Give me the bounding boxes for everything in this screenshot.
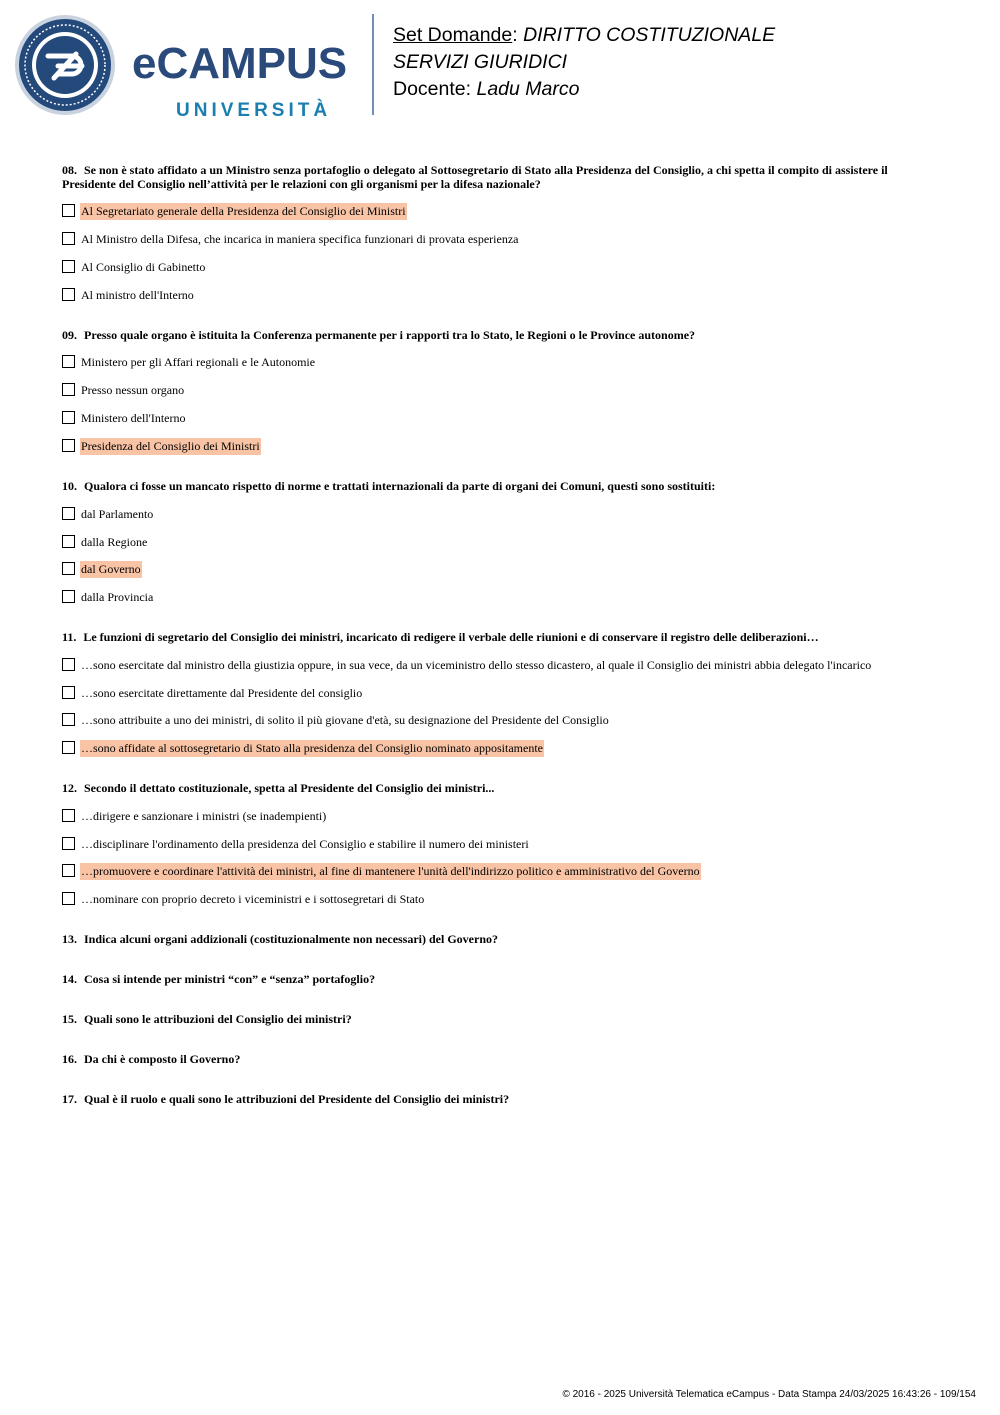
answer-checkbox[interactable]	[62, 562, 75, 575]
open-question-title	[62, 1093, 937, 1107]
answer-label: …dirigere e sanzionare i ministri (se inadempienti)	[81, 809, 327, 823]
page-header	[0, 0, 1000, 130]
answer-label: …nominare con proprio decreto i viceministri e i sottosegretari di Stato	[81, 892, 425, 906]
logo-subtitle: UNIVERSITÀ	[176, 100, 332, 121]
answer-label: Al ministro dell'Interno	[81, 288, 194, 302]
question-title	[62, 631, 937, 645]
course-line	[393, 49, 775, 76]
answer-checkbox[interactable]	[62, 837, 75, 850]
answer-checkbox[interactable]	[62, 864, 75, 877]
teacher-line	[393, 76, 775, 103]
answer-checkbox[interactable]	[62, 260, 75, 273]
question-text: Qual è il ruolo e quali sono le attribuzioni del Presidente del Consiglio dei ministri?	[84, 1092, 510, 1106]
answer-checkbox[interactable]	[62, 355, 75, 368]
question-text: Se non è stato affidato a un Ministro senza portafoglio o delegato al Sottosegretario di Stato alla Presidenza del Consiglio, a chi spetta il compito di assistere il Presidente del Consiglio nell’attività per le relazioni con gli organismi per la difesa nazionale?	[62, 163, 888, 191]
answer-label: …disciplinare l'ordinamento della presidenza del Consiglio e stabilire il numero dei ministeri	[81, 837, 529, 851]
correct-answer-label: …promuovere e coordinare l'attività dei ministri, al fine di mantenere l'unità dell'indirizzo politico e amministrativo del Governo	[81, 864, 700, 878]
subject-title: DIRITTO COSTITUZIONALE	[523, 24, 776, 46]
question-title	[62, 329, 937, 343]
correct-answer-label: dal Governo	[81, 562, 141, 576]
open-question-title	[62, 973, 937, 987]
answer-label: Presso nessun organo	[81, 383, 185, 397]
answer-checkbox[interactable]	[62, 713, 75, 726]
question-number: 09.	[62, 328, 77, 342]
question-number: 12.	[62, 781, 77, 795]
header-info	[393, 22, 775, 103]
question-text: Qualora ci fosse un mancato rispetto di norme e trattati internazionali da parte di organi dei Comuni, questi sono sostituiti:	[84, 479, 716, 493]
correct-answer-label: …sono affidate al sottosegretario di Stato alla presidenza del Consiglio nominato appositamente	[81, 741, 543, 755]
answer-checkbox[interactable]	[62, 809, 75, 822]
question-number: 10.	[62, 479, 77, 493]
question-number: 14.	[62, 972, 77, 986]
question-number: 13.	[62, 932, 77, 946]
question-text: Quali sono le attribuzioni del Consiglio dei ministri?	[84, 1012, 352, 1026]
university-seal-icon	[14, 14, 116, 116]
logo-wordmark: eCAMPUS	[132, 39, 348, 88]
answer-label: dalla Provincia	[81, 590, 154, 604]
correct-answer-label: Presidenza del Consiglio dei Ministri	[81, 439, 260, 453]
answer-label: …sono attribuite a uno dei ministri, di solito il più giovane d'età, su designazione del Presidente del Consiglio	[81, 713, 609, 727]
course-title: SERVIZI GIURIDICI	[393, 51, 568, 73]
question-text: Indica alcuni organi addizionali (costituzionalmente non necessari) del Governo?	[84, 932, 499, 946]
question-number: 16.	[62, 1052, 77, 1066]
open-question-title	[62, 1013, 937, 1027]
answer-checkbox[interactable]	[62, 658, 75, 671]
answer-checkbox[interactable]	[62, 590, 75, 603]
answer-checkbox[interactable]	[62, 204, 75, 217]
question-number: 17.	[62, 1092, 77, 1106]
answer-checkbox[interactable]	[62, 892, 75, 905]
question-text: Da chi è composto il Governo?	[84, 1052, 241, 1066]
answer-label: Al Consiglio di Gabinetto	[81, 260, 206, 274]
answer-checkbox[interactable]	[62, 535, 75, 548]
question-text: Secondo il dettato costituzionale, spetta al Presidente del Consiglio dei ministri...	[84, 781, 495, 795]
answer-label: …sono esercitate direttamente dal Presidente del consiglio	[81, 686, 363, 700]
header-divider	[372, 14, 374, 115]
question-title	[62, 782, 937, 796]
answer-label: Al Ministro della Difesa, che incarica in maniera specifica funzionari di provata esperienza	[81, 232, 519, 246]
answer-label: Ministero dell'Interno	[81, 411, 186, 425]
answer-checkbox[interactable]	[62, 741, 75, 754]
question-number: 11.	[62, 630, 77, 644]
question-text: Presso quale organo è istituita la Conferenza permanente per i rapporti tra lo Stato, le Regioni o le Province autonome?	[84, 328, 696, 342]
answer-checkbox[interactable]	[62, 383, 75, 396]
question-title	[62, 164, 937, 191]
answer-checkbox[interactable]	[62, 411, 75, 424]
page-footer: © 2016 - 2025 Università Telematica eCampus - Data Stampa 24/03/2025 16:43:26 - 109/154	[562, 1389, 976, 1400]
question-number: 15.	[62, 1012, 77, 1026]
answer-checkbox[interactable]	[62, 232, 75, 245]
teacher-name: Ladu Marco	[476, 78, 580, 100]
question-text: Le funzioni di segretario del Consiglio dei ministri, incaricato di redigere il verbale delle riunioni e di conservare il registro delle deliberazioni…	[83, 630, 819, 644]
answer-label: …sono esercitate dal ministro della giustizia oppure, in sua vece, da un viceministro dello stesso dicastero, al quale il Consiglio dei ministri abbia delegato l'incarico	[81, 658, 872, 672]
question-title	[62, 480, 937, 494]
teacher-label: Docente:	[393, 78, 472, 100]
open-question-title	[62, 1053, 937, 1067]
answer-checkbox[interactable]	[62, 686, 75, 699]
question-text: Cosa si intende per ministri “con” e “senza” portafoglio?	[84, 972, 376, 986]
answer-label: dalla Regione	[81, 535, 148, 549]
answer-checkbox[interactable]	[62, 507, 75, 520]
open-question-title	[62, 933, 937, 947]
answer-label: dal Parlamento	[81, 507, 154, 521]
answer-label: Ministero per gli Affari regionali e le Autonomie	[81, 355, 316, 369]
correct-answer-label: Al Segretariato generale della Presidenza del Consiglio dei Ministri	[81, 204, 406, 218]
set-colon: :	[512, 24, 518, 46]
ecampus-logo	[14, 14, 359, 121]
set-line	[393, 22, 775, 49]
question-number: 08.	[62, 163, 77, 177]
answer-checkbox[interactable]	[62, 288, 75, 301]
answer-checkbox[interactable]	[62, 439, 75, 452]
set-label: Set Domande	[393, 24, 513, 46]
